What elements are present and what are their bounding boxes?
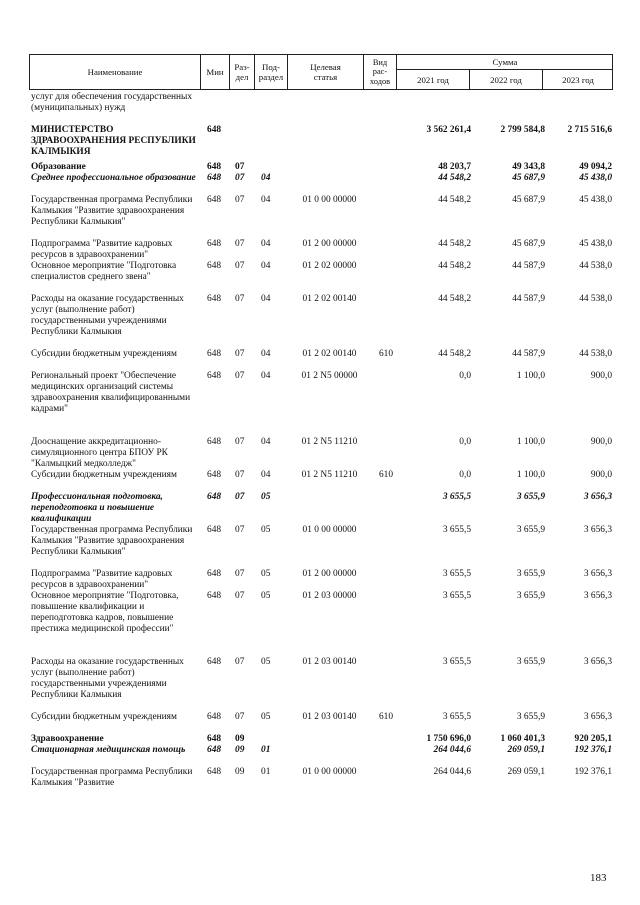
row-sum-2021: 0,0 — [459, 371, 471, 381]
row-min: 648 — [207, 712, 222, 722]
row-celevaya-statya: 01 2 00 00000 — [302, 239, 357, 249]
row-name: Дооснащение аккредитационно-симуляционного центра БПОУ РК "Калмыцкий медколледж" — [31, 437, 168, 469]
table-row — [29, 371, 613, 437]
row-min: 648 — [207, 437, 222, 447]
table-row — [29, 294, 613, 349]
table-row — [29, 195, 613, 239]
row-name: Субсидии бюджетным учреждениям — [31, 349, 177, 359]
row-podrazdel: 05 — [261, 712, 271, 722]
table-row — [29, 470, 613, 492]
table-row — [29, 767, 613, 789]
page-number: 183 — [590, 872, 607, 884]
row-razdel: 07 — [235, 591, 245, 601]
header-celevaya: Целевая статья — [310, 62, 341, 82]
row-vid-rashodov: 610 — [378, 712, 394, 722]
table-header — [29, 54, 613, 90]
row-min: 648 — [207, 492, 222, 502]
row-sum-2022: 269 059,1 — [507, 745, 545, 755]
table-row — [29, 569, 613, 591]
row-celevaya-statya: 01 2 00 00000 — [302, 569, 357, 579]
row-sum-2021: 264 044,6 — [433, 767, 471, 777]
row-name: Профессиональная подготовка, переподготовка и повышение квалификации — [31, 492, 163, 524]
row-celevaya-statya: 01 0 00 00000 — [302, 525, 357, 535]
row-min: 648 — [207, 525, 222, 535]
table-row — [29, 173, 613, 195]
row-razdel: 07 — [235, 349, 245, 359]
row-sum-2022: 45 687,9 — [512, 239, 545, 249]
header-2022: 2022 год — [490, 74, 522, 85]
table-row — [29, 492, 613, 525]
row-sum-2022: 49 343,8 — [512, 162, 545, 172]
table-row — [29, 125, 613, 162]
row-razdel: 07 — [235, 261, 245, 271]
row-name: Государственная программа Республики Калмыкия "Развитие — [31, 767, 193, 788]
row-name: Подпрограмма "Развитие кадровых ресурсов в здравоохранении" — [31, 569, 173, 590]
row-celevaya-statya: 01 2 03 00140 — [302, 712, 357, 722]
table-row — [29, 162, 613, 173]
row-razdel: 07 — [235, 195, 245, 205]
row-podrazdel: 04 — [261, 437, 271, 447]
row-vid-rashodov: 610 — [378, 470, 394, 480]
row-podrazdel: 05 — [261, 657, 271, 667]
row-razdel: 07 — [235, 712, 245, 722]
header-name: Наименование — [87, 67, 143, 77]
table-row — [29, 92, 613, 125]
row-sum-2022: 1 100,0 — [516, 371, 545, 381]
row-razdel: 07 — [235, 492, 245, 502]
row-sum-2021: 3 655,5 — [442, 591, 471, 601]
row-sum-2023: 3 656,3 — [583, 525, 612, 535]
row-sum-2021: 1 750 696,0 — [426, 734, 471, 744]
row-min: 648 — [207, 261, 222, 271]
row-celevaya-statya: 01 2 02 00140 — [302, 294, 357, 304]
row-name: Стационарная медицинская помощь — [31, 745, 186, 755]
row-sum-2021: 44 548,2 — [438, 173, 471, 183]
row-min: 648 — [207, 173, 222, 183]
row-sum-2023: 3 656,3 — [583, 569, 612, 579]
row-min: 648 — [207, 349, 222, 359]
table-row — [29, 745, 613, 767]
row-razdel: 07 — [235, 294, 245, 304]
row-sum-2023: 192 376,1 — [574, 767, 612, 777]
row-name: Государственная программа Республики Калмыкия "Развитие здравоохранения Республики Калмыкия" — [31, 525, 193, 557]
row-celevaya-statya: 01 2 N5 11210 — [301, 437, 358, 447]
table-row — [29, 712, 613, 734]
header-razdel: Раз- дел — [234, 62, 250, 82]
row-celevaya-statya: 01 2 N5 11210 — [301, 470, 358, 480]
row-min: 648 — [207, 745, 222, 755]
row-sum-2021: 264 044,6 — [433, 745, 471, 755]
row-sum-2023: 45 438,0 — [579, 239, 612, 249]
row-sum-2023: 900,0 — [590, 371, 612, 381]
table-body — [29, 92, 613, 789]
row-min: 648 — [207, 239, 222, 249]
row-sum-2022: 44 587,9 — [512, 261, 545, 271]
row-sum-2021: 3 562 261,4 — [426, 125, 471, 135]
row-sum-2021: 0,0 — [459, 470, 471, 480]
row-sum-2023: 3 656,3 — [583, 492, 612, 502]
row-razdel: 09 — [235, 745, 245, 755]
row-min: 648 — [207, 591, 222, 601]
row-podrazdel: 04 — [261, 470, 271, 480]
row-min: 648 — [207, 734, 222, 744]
row-sum-2021: 44 548,2 — [438, 261, 471, 271]
row-celevaya-statya: 01 0 00 00000 — [302, 195, 357, 205]
row-sum-2022: 3 655,9 — [516, 591, 545, 601]
row-sum-2022: 44 587,9 — [512, 294, 545, 304]
row-sum-2022: 3 655,9 — [516, 525, 545, 535]
row-sum-2022: 1 060 401,3 — [500, 734, 545, 744]
row-name: Подпрограмма "Развитие кадровых ресурсов в здравоохранении" — [31, 239, 173, 260]
row-sum-2021: 44 548,2 — [438, 239, 471, 249]
row-razdel: 07 — [235, 173, 245, 183]
row-razdel: 07 — [235, 437, 245, 447]
row-sum-2022: 1 100,0 — [516, 437, 545, 447]
row-min: 648 — [207, 657, 222, 667]
row-celevaya-statya: 01 2 02 00140 — [302, 349, 357, 359]
row-razdel: 07 — [235, 371, 245, 381]
row-sum-2023: 44 538,0 — [579, 261, 612, 271]
table-row — [29, 734, 613, 745]
row-podrazdel: 04 — [261, 261, 271, 271]
row-min: 648 — [207, 371, 222, 381]
row-podrazdel: 04 — [261, 371, 271, 381]
row-min: 648 — [207, 195, 222, 205]
row-podrazdel: 05 — [261, 525, 271, 535]
table-row — [29, 657, 613, 712]
row-sum-2022: 269 059,1 — [507, 767, 545, 777]
row-sum-2023: 44 538,0 — [579, 294, 612, 304]
row-celevaya-statya: 01 2 02 00000 — [302, 261, 357, 271]
row-sum-2023: 192 376,1 — [574, 745, 612, 755]
row-podrazdel: 05 — [261, 492, 271, 502]
row-min: 648 — [207, 767, 222, 777]
row-razdel: 07 — [235, 657, 245, 667]
row-sum-2023: 900,0 — [590, 470, 612, 480]
row-celevaya-statya: 01 2 03 00140 — [302, 657, 357, 667]
row-sum-2022: 3 655,9 — [516, 569, 545, 579]
row-name: Субсидии бюджетным учреждениям — [31, 470, 177, 480]
row-podrazdel: 05 — [261, 569, 271, 579]
row-name: Основное мероприятие "Подготовка специалистов среднего звена" — [31, 261, 177, 282]
row-name: Основное мероприятие "Подготовка, повышение квалификации и переподготовка кадров, повышение престижа медицинской профессии" — [31, 591, 179, 634]
row-sum-2022: 2 799 584,8 — [500, 125, 545, 135]
row-min: 648 — [207, 294, 222, 304]
row-sum-2022: 3 655,9 — [516, 492, 545, 502]
row-podrazdel: 04 — [261, 195, 271, 205]
row-sum-2022: 3 655,9 — [516, 712, 545, 722]
row-podrazdel: 05 — [261, 591, 271, 601]
row-sum-2022: 45 687,9 — [512, 173, 545, 183]
row-vid-rashodov: 610 — [378, 349, 394, 359]
row-sum-2022: 44 587,9 — [512, 349, 545, 359]
row-min: 648 — [207, 569, 222, 579]
row-name: Образование — [31, 162, 86, 172]
row-razdel: 07 — [235, 569, 245, 579]
row-sum-2021: 44 548,2 — [438, 349, 471, 359]
row-sum-2023: 3 656,3 — [583, 591, 612, 601]
row-sum-2023: 44 538,0 — [579, 349, 612, 359]
row-podrazdel: 04 — [261, 239, 271, 249]
row-sum-2021: 3 655,5 — [442, 657, 471, 667]
row-sum-2021: 48 203,7 — [438, 162, 471, 172]
row-sum-2022: 3 655,9 — [516, 657, 545, 667]
row-name: Среднее профессиональное образование — [31, 173, 196, 183]
row-name: Региональный проект "Обеспечение медицинских организаций системы здравоохранения квалифицированными кадрами" — [31, 371, 191, 414]
row-razdel: 09 — [235, 767, 245, 777]
row-podrazdel: 04 — [261, 349, 271, 359]
row-sum-2021: 3 655,5 — [442, 525, 471, 535]
row-name: Здравоохранение — [31, 734, 104, 744]
header-2023: 2023 год — [562, 74, 594, 85]
row-razdel: 07 — [235, 470, 245, 480]
row-razdel: 07 — [235, 239, 245, 249]
header-2021: 2021 год — [417, 74, 449, 85]
table-row — [29, 525, 613, 569]
row-sum-2022: 45 687,9 — [512, 195, 545, 205]
row-razdel: 07 — [235, 525, 245, 535]
row-min: 648 — [207, 470, 222, 480]
row-sum-2023: 3 656,3 — [583, 657, 612, 667]
row-name: МИНИСТЕРСТВО ЗДРАВООХРАНЕНИЯ РЕСПУБЛИКИ КАЛМЫКИЯ — [31, 125, 196, 157]
row-sum-2021: 0,0 — [459, 437, 471, 447]
table-row — [29, 591, 613, 657]
row-razdel: 09 — [235, 734, 245, 744]
row-sum-2021: 3 655,5 — [442, 569, 471, 579]
header-vid: Вид рас- ходов — [369, 57, 391, 86]
row-celevaya-statya: 01 2 N5 00000 — [301, 371, 358, 381]
row-sum-2023: 2 715 516,6 — [567, 125, 612, 135]
row-sum-2023: 45 438,0 — [579, 195, 612, 205]
table-row — [29, 261, 613, 294]
table-row — [29, 437, 613, 470]
row-name: Расходы на оказание государственных услуг (выполнение работ) государственными учреждениями Республики Калмыкия — [31, 294, 184, 337]
row-razdel: 07 — [235, 162, 245, 172]
table-row — [29, 239, 613, 261]
row-name: Субсидии бюджетным учреждениям — [31, 712, 177, 722]
row-celevaya-statya: 01 0 00 00000 — [302, 767, 357, 777]
row-sum-2021: 44 548,2 — [438, 294, 471, 304]
header-podrazdel: Под- раздел — [258, 62, 284, 82]
row-sum-2021: 3 655,5 — [442, 492, 471, 502]
row-sum-2022: 1 100,0 — [516, 470, 545, 480]
row-sum-2023: 3 656,3 — [583, 712, 612, 722]
row-min: 648 — [207, 125, 222, 135]
row-podrazdel: 04 — [261, 294, 271, 304]
row-name: Расходы на оказание государственных услуг (выполнение работ) государственными учреждениями Республики Калмыкия — [31, 657, 184, 700]
row-name: Государственная программа Республики Калмыкия "Развитие здравоохранения Республики Калмыкия" — [31, 195, 193, 227]
row-sum-2021: 3 655,5 — [442, 712, 471, 722]
row-sum-2021: 44 548,2 — [438, 195, 471, 205]
row-podrazdel: 04 — [261, 173, 271, 183]
row-podrazdel: 01 — [261, 767, 271, 777]
row-sum-2023: 49 094,2 — [579, 162, 612, 172]
row-sum-2023: 920 205,1 — [574, 734, 612, 744]
row-podrazdel: 01 — [261, 745, 271, 755]
row-sum-2023: 900,0 — [590, 437, 612, 447]
row-celevaya-statya: 01 2 03 00000 — [302, 591, 357, 601]
row-sum-2023: 45 438,0 — [579, 173, 612, 183]
header-summa: Сумма — [492, 57, 518, 67]
row-name: услуг для обеспечения государственных (муниципальных) нужд — [31, 92, 193, 113]
row-min: 648 — [207, 162, 222, 172]
table-row — [29, 349, 613, 371]
header-min: Мин — [206, 67, 224, 77]
